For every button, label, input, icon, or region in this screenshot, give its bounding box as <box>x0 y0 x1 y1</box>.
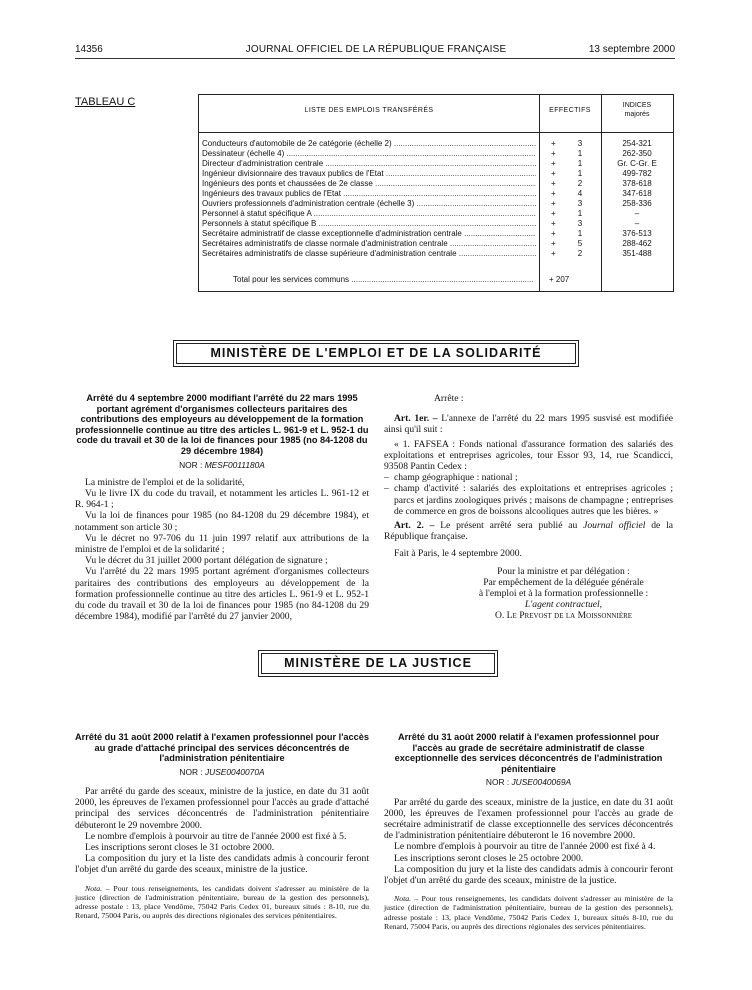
fait-date: Fait à Paris, le 4 septembre 2000. <box>394 548 522 560</box>
job-title: Conducteurs d'automobile de 2e catégorie (échelle 2) ..... <box>202 139 536 149</box>
paragraph: La composition du jury et la liste des candidats admis à concourir feront l'objet d'un arrêté du garde des sceaux, ministre de la justice. <box>384 863 673 886</box>
paragraph: Vu le décret du 31 juillet 2000 portant délégation de signature ; <box>85 555 328 567</box>
indice: 258-336 <box>622 199 652 208</box>
indice: 499-782 <box>622 169 652 178</box>
ministry-banner-justice <box>258 650 498 677</box>
paragraph: Par arrêté du garde des sceaux, ministre de la justice, en date du 31 août 2000, les épreuves de l'examen professionnel pour l'accès au grade d'attaché principal des services déconcentrés de l'administration pénitentiaire débuteront le 29 novembre 2000. <box>75 785 369 831</box>
arrete-title: Arrêté du 31 août 2000 relatif à l'examen professionnel pour l'accès au grade de secrétaire administratif de classe exceptionnelle des services déconcentrés de l'administration pénitentiaire <box>394 732 663 774</box>
paragraph: Vu l'arrêté du 22 mars 1995 portant agrément d'organismes collecteurs paritaires des contributions des employeurs au développement de la formation professionnelle continue au titre des articles L. 961-9 et L. 952-1 du code du travail et 30 de la loi de finances pour 1985 (no 84-1208 du 29 décembre 1984), modifié par l'arrêté du 27 janvier 2000, <box>75 566 369 623</box>
nota <box>384 894 673 931</box>
article-2 <box>384 520 673 542</box>
arrete-title: Arrêté du 4 septembre 2000 modifiant l'arrêté du 22 mars 1995 portant agrément d'organismes collecteurs paritaires des contributions des employeurs au développement de la formation professionnelle continue au titre des articles L. 961-9 et L. 952-1 du code du travail et 30 de la loi de finances pour 1985 (no 84-1208 du 29 décembre 1984) <box>75 393 369 456</box>
nor-reference <box>384 777 673 788</box>
nota-text: – Pour tous renseignements, les candidats doivent s'adresser au ministère de la justice (direction de l'administration pénitentiaire, bureau de la gestion des personnels), adresse postale : 13, place Vendôme, 75042 Paris Cedex 01, bureaux situés : 8-10, rue du Renard, 75004 Paris, ou auprès des directions régionales des services pénitentiaires. <box>75 883 369 921</box>
paragraph: Vu le livre IX du code du travail, et notamment les articles L. 961-12 et R. 964-1 ; <box>75 487 369 511</box>
journal-name: Journal officiel <box>583 520 646 532</box>
arrete-justice-secretaire <box>384 732 673 931</box>
paragraph: La ministre de l'emploi et de la solidarité, <box>85 476 245 488</box>
header-rule <box>75 58 675 59</box>
page-number: 14356 <box>75 44 103 55</box>
sign: + <box>551 169 556 178</box>
nota-label: Nota. <box>85 883 103 893</box>
nota <box>75 884 369 921</box>
table-row <box>199 249 673 259</box>
arrete-emploi-left-column <box>75 393 369 622</box>
article-1 <box>384 413 673 435</box>
table-header-rule <box>199 132 673 133</box>
effectif: 3 <box>577 199 583 208</box>
column-header-effectifs: EFFECTIFS <box>549 107 591 114</box>
effectif: 3 <box>577 139 583 148</box>
table-row <box>199 169 673 179</box>
sign: + <box>551 249 556 258</box>
sign: + <box>551 209 556 218</box>
effectif: 1 <box>577 229 583 238</box>
indices-label: INDICES <box>622 102 652 109</box>
paragraph: Par arrêté du garde des sceaux, ministre de la justice, en date du 31 août 2000, les épreuves de l'examen professionnel pour l'accès au grade de secrétaire administratif de classe exceptionnelle des services déconcentrés de l'administration pénitentiaire débuteront le 16 novembre 2000. <box>384 796 673 842</box>
arrete-justice-attache <box>75 732 369 920</box>
table-row <box>199 229 673 239</box>
indice: 262-350 <box>622 149 652 158</box>
banner-text: MINISTÈRE DE L'EMPLOI ET DE LA SOLIDARITÉ <box>176 343 576 364</box>
article-text: L'annexe de l'arrêté du 22 mars 1995 susvisé est modifiée ainsi qu'il suit : <box>384 413 673 436</box>
table-row <box>199 219 673 229</box>
ministry-banner-emploi <box>173 340 579 367</box>
signature-line: Par empêchement de la déléguée générale <box>483 576 644 588</box>
indice: 254-321 <box>622 139 652 148</box>
signature-line: L'agent contractuel, <box>524 599 603 611</box>
effectif: 2 <box>577 179 583 188</box>
indice: – <box>634 209 640 218</box>
nor-reference <box>75 767 369 778</box>
table-row <box>199 159 673 169</box>
paragraph: Le nombre d'emplois à pourvoir au titre de l'année 2000 est fixé à 4. <box>394 841 656 853</box>
tableau-label: TABLEAU C <box>75 96 136 108</box>
table-row <box>199 209 673 219</box>
sign: + <box>551 219 556 228</box>
table-row <box>199 189 673 199</box>
nor-label: NOR : <box>179 766 203 777</box>
sign: + <box>551 159 556 168</box>
table-row <box>199 149 673 159</box>
paragraph: La composition du jury et la liste des candidats admis à concourir feront l'objet d'un arrêté du garde des sceaux, ministre de la justice. <box>75 853 369 876</box>
nor-reference <box>75 460 369 471</box>
job-title: Ingénieurs des travaux publics de l'Etat ..... <box>202 189 536 199</box>
effectif: 1 <box>577 149 583 158</box>
column-header-emplois: LISTE DES EMPLOIS TRANSFÉRÉS <box>304 107 434 114</box>
table-row <box>199 139 673 149</box>
signature-block <box>384 566 673 622</box>
job-title: Ouvriers professionnels d'administration centrale (échelle 3) ..... <box>202 199 536 209</box>
nor-label: NOR : <box>179 459 203 470</box>
indice: 378-618 <box>622 179 652 188</box>
nor-label: NOR : <box>485 777 510 788</box>
effectif: 4 <box>577 189 583 198</box>
column-header-indices <box>601 101 673 119</box>
indice: 351-488 <box>622 249 652 258</box>
paragraph: Les inscriptions seront closes le 25 octobre 2000. <box>394 852 584 864</box>
job-title: Secrétaires administratifs de classe normale d'administration centrale ..... <box>202 239 536 249</box>
fafsea-entry: « 1. FAFSEA : Fonds national d'assurance formation des salariés des exploitations et entreprises agricoles, tour Essor 93, 14, rue Scandicci, 93508 Pantin Cedex : <box>384 438 673 473</box>
nor-code: JUSE0040069A <box>511 777 572 788</box>
job-title: Personnel à statut spécifique A ..... <box>202 209 536 219</box>
signature-line: Pour la ministre et par délégation : <box>497 565 630 577</box>
nota-text: – Pour tous renseignements, les candidats doivent s'adresser au ministère de la justice (direction de l'administration pénitentiaire, bureau de la gestion des personnels), adresse postale : 13, place Vendôme, 75042 Paris Cedex 1, bureaux situés 8-10, rue du Renard, 75004 Paris, ou auprès des directions régionales des services pénitentiaires. <box>384 894 673 931</box>
job-title: Personnels à statut spécifique B ..... <box>202 219 536 229</box>
job-title: Secrétaire administratif de classe exceptionnelle d'administration centrale ..... <box>202 229 536 239</box>
signature-line: à l'emploi et à la formation professionnelle : <box>478 588 649 600</box>
job-title: Dessinateur (échelle 4) ..... <box>202 149 536 159</box>
indice: 288-462 <box>622 239 652 248</box>
effectif: 1 <box>577 169 583 178</box>
effectif: 1 <box>577 159 583 168</box>
table-row <box>199 179 673 189</box>
sign: + <box>551 149 556 158</box>
article-label: Art. 2. – <box>394 520 435 532</box>
arrete-emploi-right-column <box>384 393 673 622</box>
journal-title: JOURNAL OFFICIEL DE LA RÉPUBLIQUE FRANÇAISE <box>245 44 507 55</box>
sign: + <box>551 229 556 238</box>
issue-date: 13 septembre 2000 <box>588 44 675 55</box>
paragraph: Vu la loi de finances pour 1985 (no 84-1208 du 29 décembre 1984), et notamment son article 30 ; <box>75 510 369 533</box>
paragraph: Vu le décret no 97-706 du 11 juin 1997 relatif aux attributions de la ministre de l'emploi et de la solidarité ; <box>75 532 369 555</box>
article-label: Art. 1er. – <box>394 413 438 425</box>
list-item: – champ géographique : national ; <box>384 472 673 483</box>
job-title: Ingénieur divisionnaire des travaux publics de l'Etat ..... <box>202 169 536 179</box>
table-row <box>199 199 673 209</box>
indices-sublabel: majorés <box>624 111 650 118</box>
total-value: + 207 <box>549 275 570 284</box>
job-title: Ingénieurs des ponts et chaussées de 2e classe ..... <box>202 179 536 189</box>
sign: + <box>551 199 556 208</box>
sign: + <box>551 179 556 188</box>
indice: 376-513 <box>622 229 652 238</box>
sign: + <box>551 139 556 148</box>
indice: – <box>634 219 640 228</box>
sign: + <box>551 189 556 198</box>
arrete-word: Arrête : <box>434 393 464 404</box>
job-title: Directeur d'administration centrale ..... <box>202 159 536 169</box>
effectif: 1 <box>577 209 583 218</box>
effectif: 2 <box>577 249 583 258</box>
paragraph: Les inscriptions seront closes le 31 octobre 2000. <box>85 842 275 853</box>
list-item: – champ d'activité : salariés des exploitations et entreprises agricoles ; parcs et jardins zoologiques privés ; maisons de champagne ; entreprises de commerce en gros de boissons alcooliques autres que les bières. » <box>384 483 673 517</box>
effectif: 5 <box>577 239 583 248</box>
nor-code: MESF0011180A <box>204 459 265 470</box>
article-text: Le présent arrêté sera publié au <box>440 520 584 532</box>
indice: Gr. C-Gr. E <box>617 159 657 168</box>
arrete-title: Arrêté du 31 août 2000 relatif à l'examen professionnel pour l'accès au grade d'attaché principal des services déconcentrés de l'administration pénitentiaire <box>75 732 369 764</box>
effectif: 3 <box>577 219 583 228</box>
indice: 347-618 <box>622 189 652 198</box>
article-text: de la République française. <box>384 520 673 543</box>
nor-code: JUSE0040070A <box>204 766 265 777</box>
paragraph: Le nombre d'emplois à pourvoir au titre de l'année 2000 est fixé à 5. <box>85 830 347 842</box>
job-title: Secrétaires administratifs de classe supérieure d'administration centrale ..... <box>202 249 536 259</box>
total-row <box>199 275 673 285</box>
total-label: Total pour les services communs ..... <box>233 275 533 285</box>
banner-text: MINISTÈRE DE LA JUSTICE <box>261 653 495 674</box>
tableau-c-table <box>198 94 674 292</box>
sign: + <box>551 239 556 248</box>
nota-label: Nota. <box>394 894 412 904</box>
signatory-name: O. Le Prevost de la Moissonnière <box>494 610 633 622</box>
table-row <box>199 239 673 249</box>
fafsea-list <box>384 472 673 517</box>
